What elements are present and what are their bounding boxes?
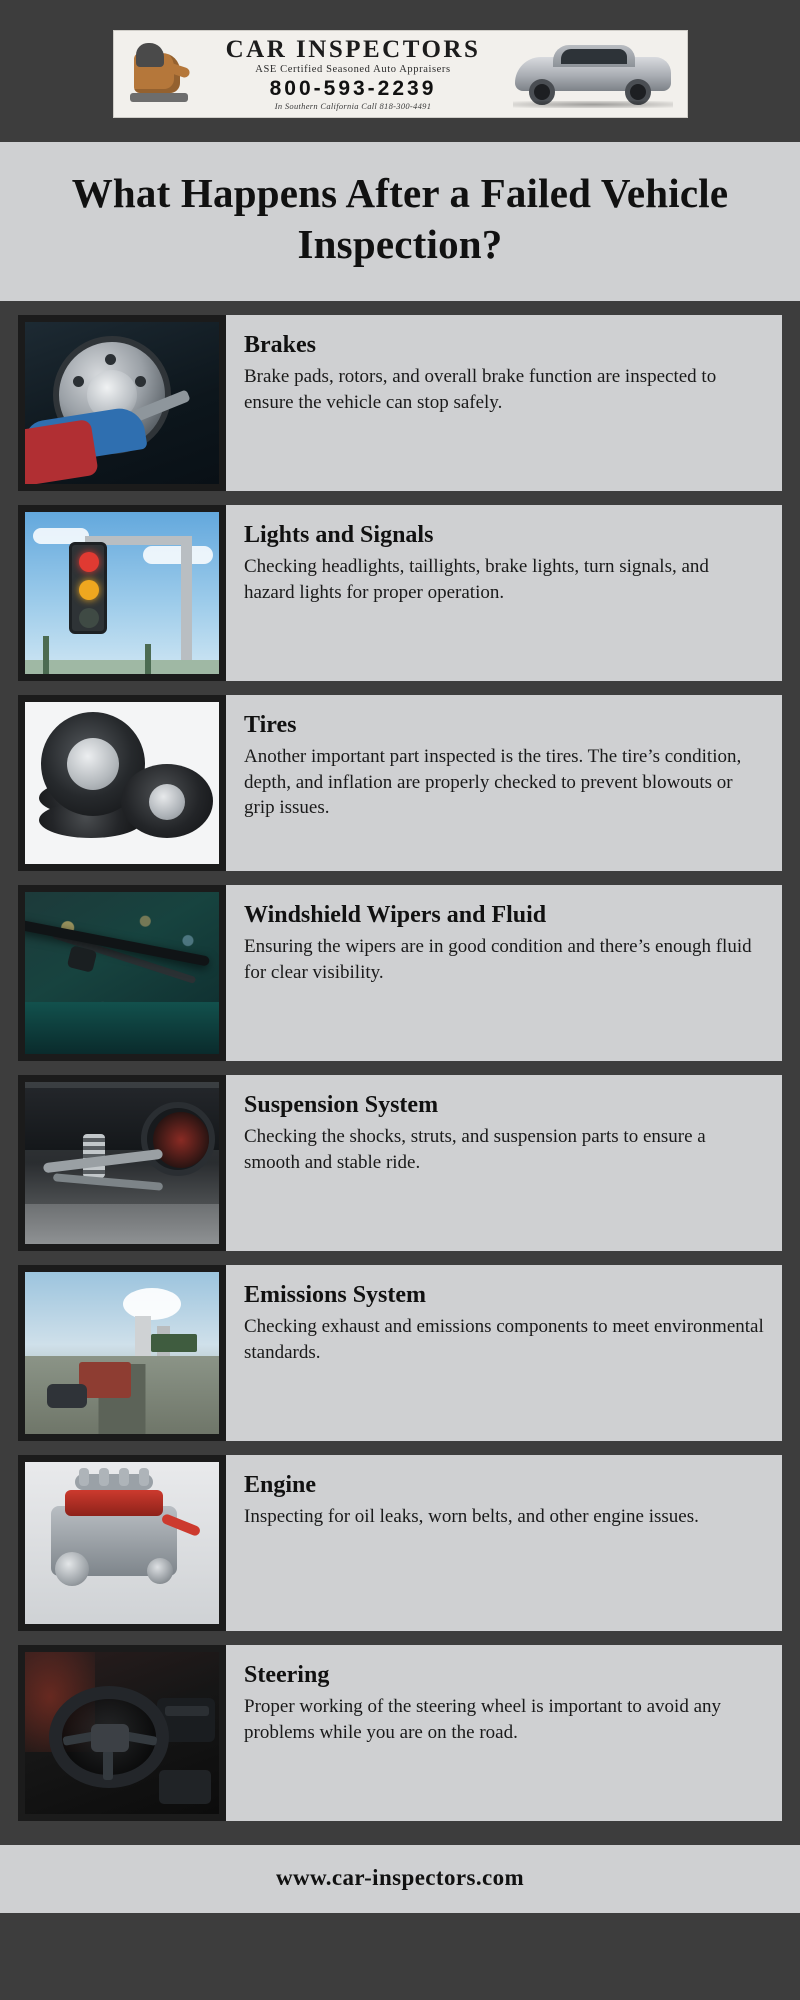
logo-band <box>0 0 800 142</box>
item-description: Inspecting for oil leaks, worn belts, and other engine issues. <box>244 1506 699 1528</box>
title-block <box>0 142 800 301</box>
item-title: Tires <box>244 711 297 738</box>
item-title: Windshield Wipers and Fluid <box>244 901 547 928</box>
item-title: Suspension System <box>244 1091 439 1118</box>
brand-tagline: ASE Certified Seasoned Auto Appraisers <box>255 64 451 76</box>
list-item-text <box>226 695 782 871</box>
highway-emissions-photo <box>18 1265 226 1441</box>
list-item <box>18 1075 782 1251</box>
item-description: Another important part inspected is the tires. The tire’s condition, depth, and inflation are properly checked to prevent blowouts or grip issues. <box>244 746 742 818</box>
list-item-text <box>226 885 782 1061</box>
item-title: Brakes <box>244 331 316 358</box>
list-item <box>18 505 782 681</box>
list-item-text <box>226 505 782 681</box>
item-description: Brake pads, rotors, and overall brake function are inspected to ensure the vehicle can stop safely. <box>244 366 717 413</box>
item-description: Checking headlights, taillights, brake lights, turn signals, and hazard lights for proper operation. <box>244 556 709 603</box>
item-description: Checking exhaust and emissions components to meet environmental standards. <box>244 1316 764 1363</box>
item-description: Checking the shocks, struts, and suspension parts to ensure a smooth and stable ride. <box>244 1126 706 1173</box>
page-title: What Happens After a Failed Vehicle Inspection? <box>71 170 729 268</box>
footer <box>0 1845 800 1913</box>
list-item <box>18 1645 782 1821</box>
website-url[interactable]: www.car-inspectors.com <box>275 1864 525 1890</box>
engine-block-photo <box>18 1455 226 1631</box>
list-item <box>18 1455 782 1631</box>
steering-wheel-photo <box>18 1645 226 1821</box>
windshield-wiper-photo <box>18 885 226 1061</box>
stacked-tires-photo <box>18 695 226 871</box>
list-item <box>18 695 782 871</box>
list-item-text <box>226 1455 782 1631</box>
list-item-text <box>226 1265 782 1441</box>
list-item <box>18 315 782 491</box>
inspection-items-list <box>0 301 800 1845</box>
item-description: Ensuring the wipers are in good condition and there’s enough fluid for clear visibility. <box>244 936 752 983</box>
logo-text-group <box>198 37 509 111</box>
suspension-underbody-photo <box>18 1075 226 1251</box>
traffic-light-photo <box>18 505 226 681</box>
sports-car-icon <box>509 37 677 111</box>
list-item-text <box>226 1075 782 1251</box>
brake-rotor-photo <box>18 315 226 491</box>
item-description: Proper working of the steering wheel is important to avoid any problems while you are on the road. <box>244 1696 722 1743</box>
inspector-icon <box>124 37 198 111</box>
item-title: Emissions System <box>244 1281 427 1308</box>
local-phone-note: In Southern California Call 818-300-4491 <box>274 101 432 112</box>
phone-number[interactable]: 800-593-2239 <box>269 77 437 101</box>
list-item-text <box>226 1645 782 1821</box>
brand-name: CAR INSPECTORS <box>225 35 481 63</box>
item-title: Lights and Signals <box>244 521 434 548</box>
list-item <box>18 1265 782 1441</box>
item-title: Steering <box>244 1661 330 1688</box>
company-logo-card <box>113 30 688 118</box>
item-title: Engine <box>244 1471 317 1498</box>
list-item <box>18 885 782 1061</box>
list-item-text <box>226 315 782 491</box>
